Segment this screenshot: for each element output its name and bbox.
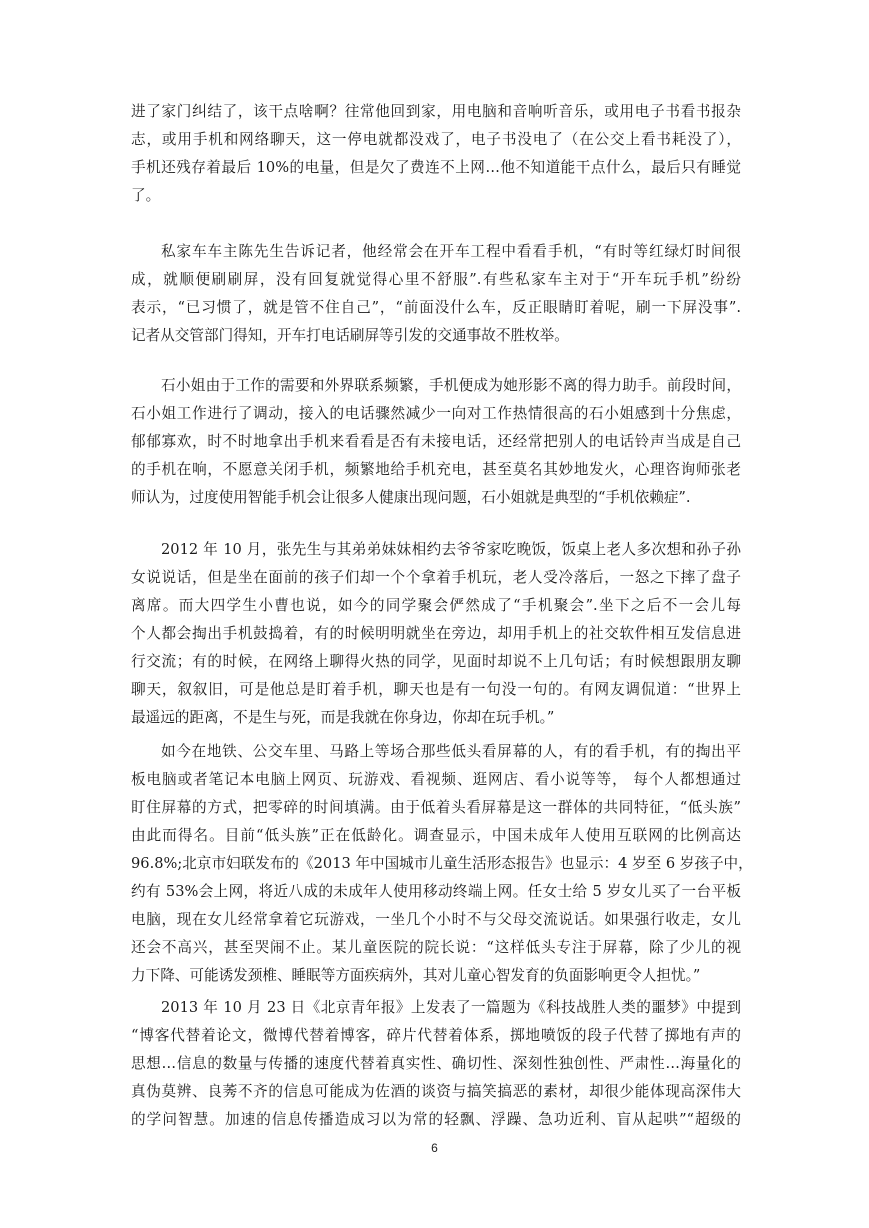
paragraph-2 [131, 238, 741, 350]
paragraph-4 [131, 536, 741, 732]
text-line: 石小姐工作进行了调动，接入的电话骤然减少一向对工作热情很高的石小姐感到十分焦虑， [131, 405, 741, 422]
page-number: 6 [431, 1141, 438, 1155]
text-line: 由此而得名。目前“低头族”正在低龄化。调查显示，中国未成年人使用互联网的比例高达 [131, 827, 741, 844]
paragraph-3 [131, 372, 741, 512]
text-line: 如今在地铁、公交车里、马路上等场合那些低头看屏幕的人，有的看手机，有的掏出平 [161, 743, 741, 760]
text-line: 志，或用手机和网络聊天，这一停电就都没戏了，电子书没电了（在公交上看书耗没了）， [131, 131, 741, 148]
text-line: 盯住屏幕的方式，把零碎的时间填满。由于低着头看屏幕是这一群体的共同特征，“低头族” [131, 799, 741, 816]
text-line: 96.8%;北京市妇联发布的《2013 年中国城市儿童生活形态报告》也显示：4 岁至 6 岁孩子中， [131, 855, 753, 872]
text-line: 离席。而大四学生小曹也说，如今的同学聚会俨然成了“手机聚会”.坐下之后不一会儿每 [131, 597, 741, 614]
text-line: 进了家门纠结了，该干点啥啊？往常他回到家，用电脑和音响听音乐，或用电子书看书报杂 [131, 103, 741, 120]
text-line: 的学问智慧。加速的信息传播造成习以为常的轻飘、浮躁、急功近利、盲从起哄”“超级的 [131, 1111, 741, 1128]
text-line: 的手机在响，不愿意关闭手机，频繁地给手机充电，甚至莫名其妙地发火，心理咨询师张老 [131, 461, 741, 478]
text-line: 手机还残存着最后 10%的电量，但是欠了费连不上网…他不知道能干点什么，最后只有睡觉 [131, 159, 741, 176]
text-line: 2013 年 10 月 23 日《北京青年报》上发表了一篇题为《科技战胜人类的噩梦》中提到 [161, 999, 741, 1016]
text-line: 力下降、可能诱发颈椎、睡眠等方面疾病外，其对儿童心智发育的负面影响更令人担忧。” [131, 967, 701, 984]
text-line: 表示，“已习惯了，就是管不住自己”，“前面没什么车，反正眼睛盯着呢，刷一下屏没事”. [131, 299, 741, 316]
text-line: 聊天，叙叙旧，可是他总是盯着手机，聊天也是有一句没一句的。有网友调侃道：“世界上 [131, 681, 741, 698]
text-line: 个人都会掏出手机鼓捣着，有的时候明明就坐在旁边，却用手机上的社交软件相互发信息进 [131, 625, 741, 642]
text-line: 女说说话，但是坐在面前的孩子们却一个个拿着手机玩，老人受冷落后，一怒之下摔了盘子 [131, 569, 741, 586]
text-line: 最遥远的距离，不是生与死，而是我就在你身边，你却在玩手机。” [131, 709, 555, 726]
text-line: “博客代替着论文，微博代替着博客，碎片代替着体系，掷地喷饭的段子代替了掷地有声的 [131, 1027, 741, 1044]
text-line: 石小姐由于工作的需要和外界联系频繁，手机便成为她形影不离的得力助手。前段时间， [161, 377, 741, 394]
text-line: 成，就顺便刷刷屏，没有回复就觉得心里不舒服”.有些私家车主对于“开车玩手机”纷纷 [131, 271, 741, 288]
paragraph-1 [131, 98, 741, 210]
text-line: 郁郁寡欢，时不时地拿出手机来看看是否有未接电话，还经常把别人的电话铃声当成是自己 [131, 433, 741, 450]
text-line: 私家车车主陈先生告诉记者，他经常会在开车工程中看看手机，“有时等红绿灯时间很 [161, 243, 741, 260]
text-line: 思想…信息的数量与传播的速度代替着真实性、确切性、深刻性独创性、严肃性…海量化的 [131, 1055, 741, 1072]
paragraph-6 [131, 994, 741, 1134]
text-line: 还会不高兴，甚至哭闹不止。某儿童医院的院长说：“这样低头专注于屏幕，除了少儿的视 [131, 939, 741, 956]
text-line: 了。 [131, 187, 161, 204]
text-line: 记者从交管部门得知，开车打电话刷屏等引发的交通事故不胜枚举。 [131, 327, 569, 344]
text-line: 2012 年 10 月，张先生与其弟弟妹妹相约去爷爷家吃晚饭，饭桌上老人多次想和孙子孙 [161, 541, 741, 558]
text-line: 约有 53%会上网，将近八成的未成年人使用移动终端上网。任女士给 5 岁女儿买了一台平板 [131, 883, 741, 900]
text-line: 真伪莫辨、良莠不齐的信息可能成为佐酒的谈资与搞笑搞恶的素材，却很少能体现高深伟大 [131, 1083, 741, 1100]
paragraph-5 [131, 738, 753, 990]
text-line: 板电脑或者笔记本电脑上网页、玩游戏、看视频、逛网店、看小说等等， 每个人都想通过 [131, 771, 741, 788]
text-line: 行交流；有的时候，在网络上聊得火热的同学，见面时却说不上几句话；有时候想跟朋友聊 [131, 653, 741, 670]
text-line: 师认为，过度使用智能手机会让很多人健康出现问题，石小姐就是典型的“手机依赖症”. [131, 489, 691, 506]
text-line: 电脑，现在女儿经常拿着它玩游戏，一坐几个小时不与父母交流说话。如果强行收走，女儿 [131, 911, 741, 928]
